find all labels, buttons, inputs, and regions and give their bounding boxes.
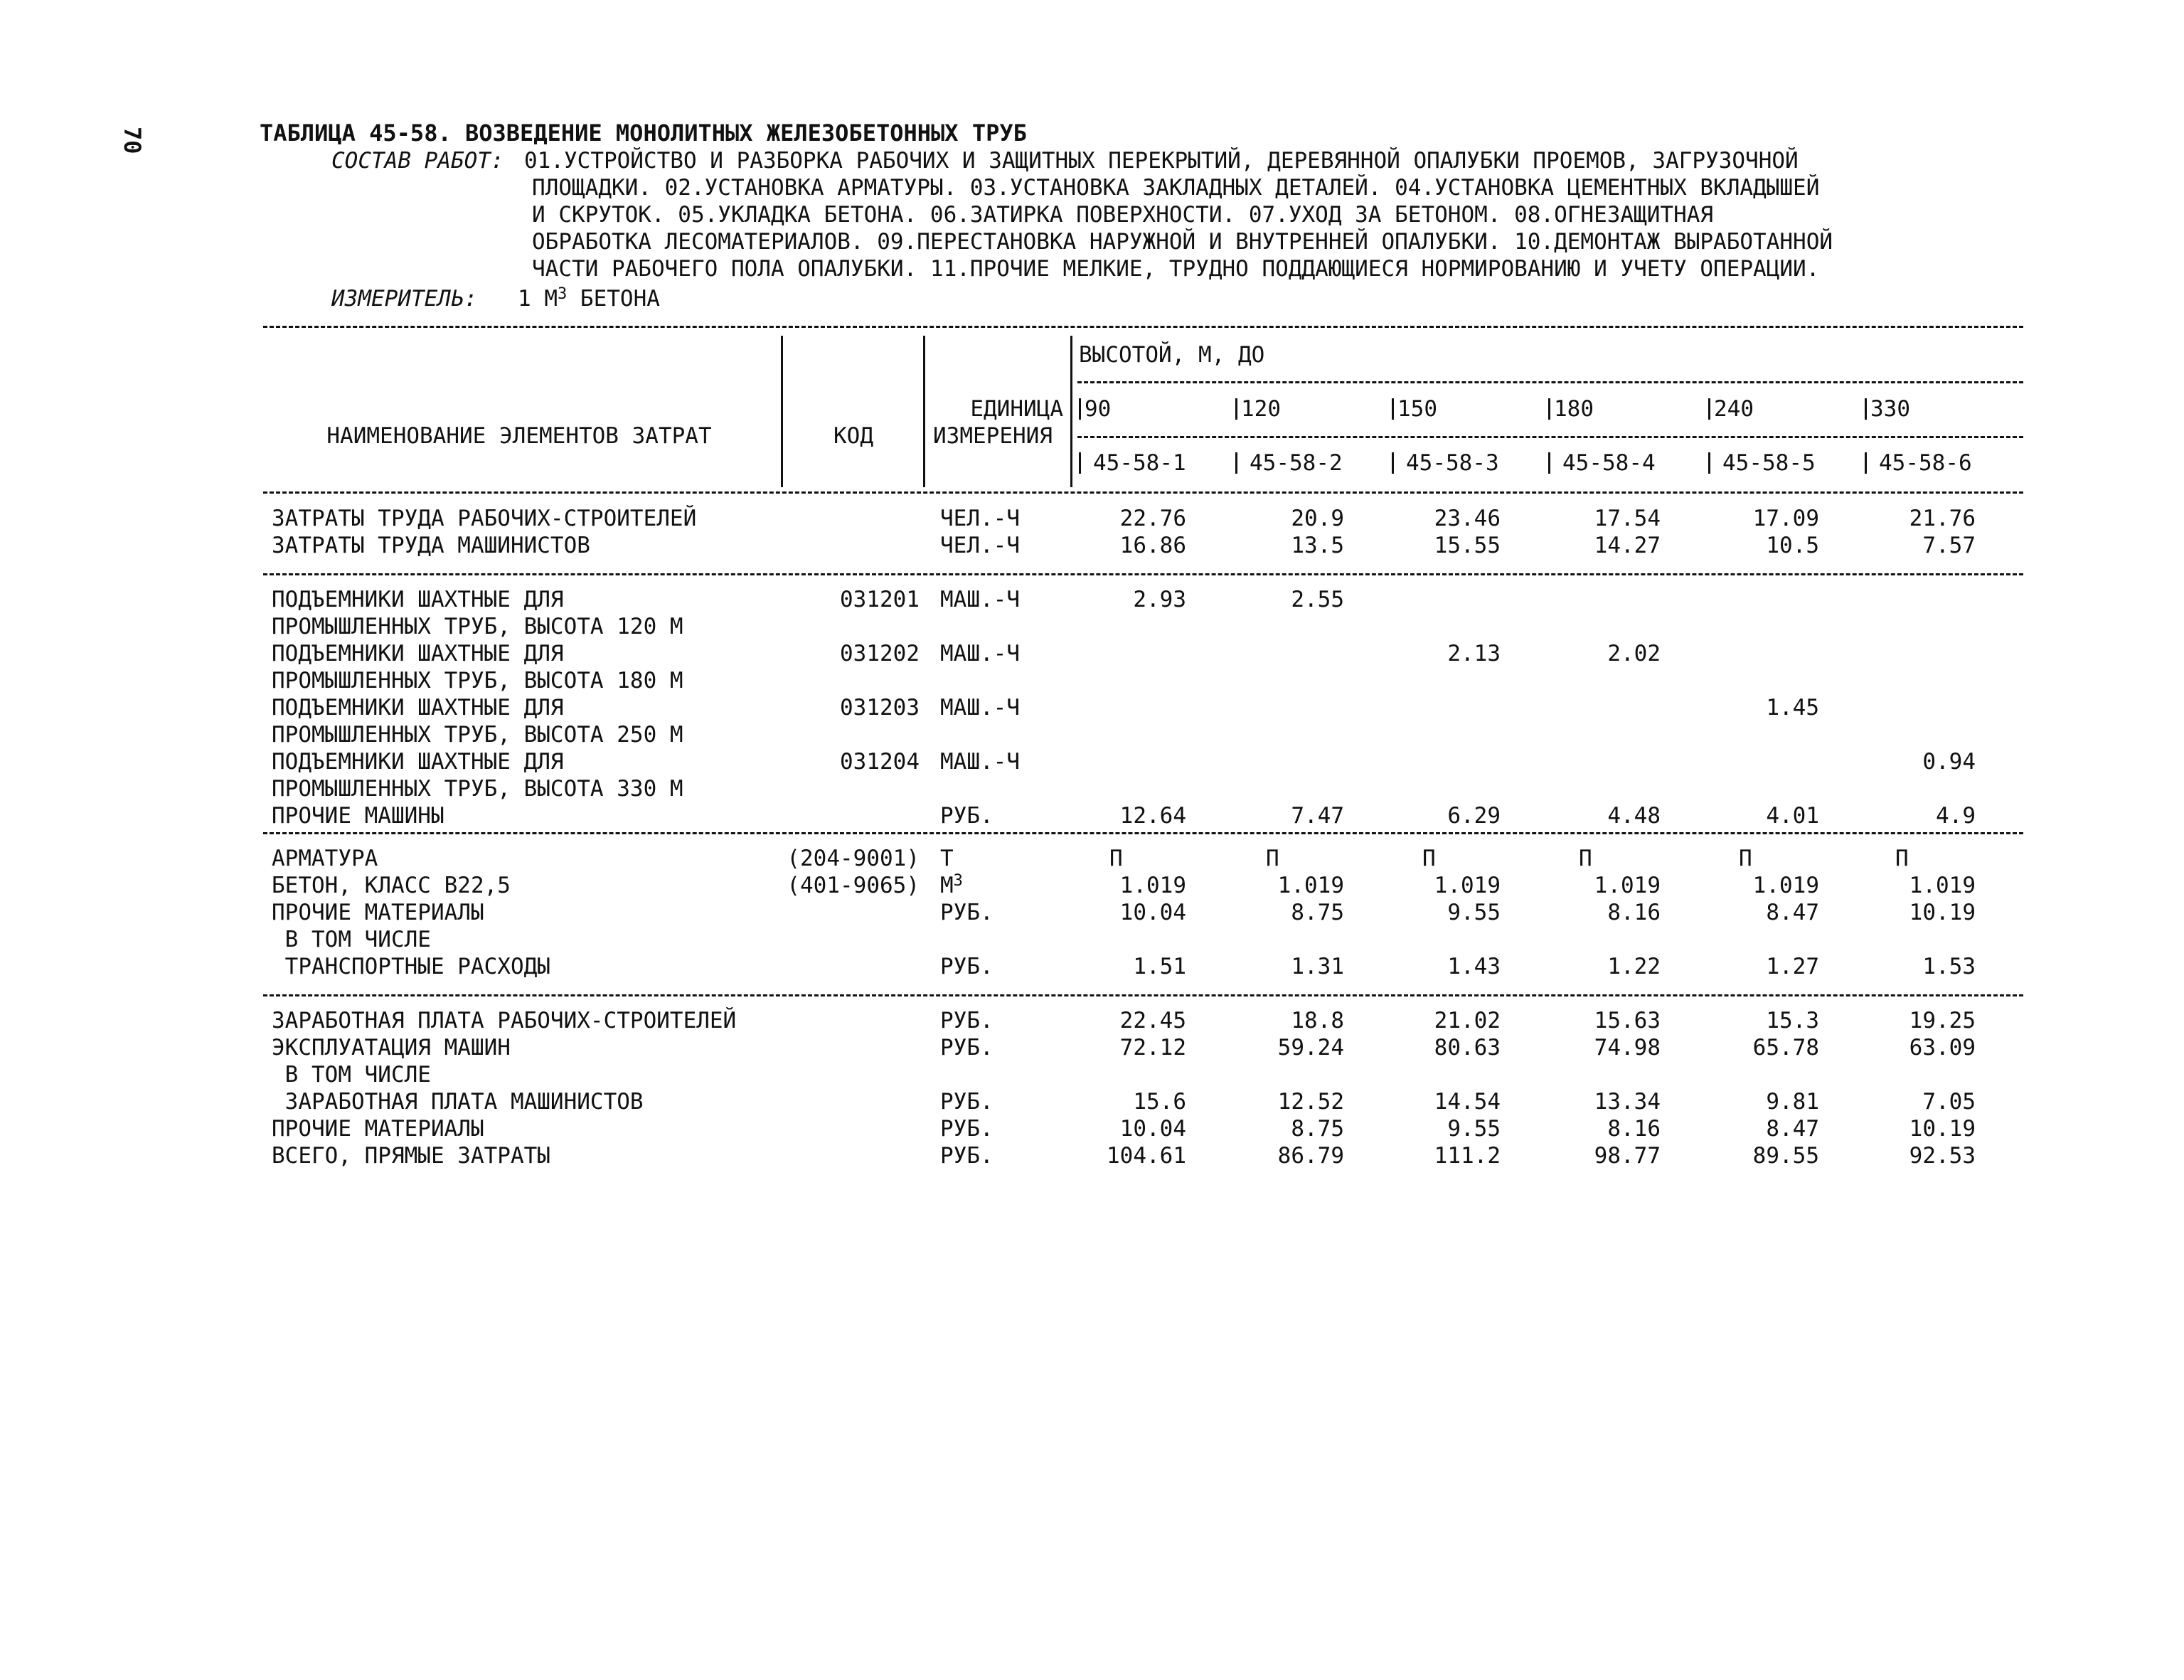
group-separator-rule [263, 832, 2023, 834]
row-name: ПРОМЫШЛЕННЫХ ТРУБ, ВЫСОТА 330 М [272, 776, 683, 802]
row-value: 7.47 [1291, 803, 1344, 829]
header-height-value: 90 [1085, 396, 1112, 422]
work-composition-line: И СКРУТОК. 05.УКЛАДКА БЕТОНА. 06.ЗАТИРКА ПОВЕРХНОСТИ. 07.УХОД ЗА БЕТОНОМ. 08.ОГНЕЗАЩИТНАЯ [532, 202, 1714, 228]
row-value: П [1109, 846, 1123, 871]
row-unit [940, 505, 1020, 532]
header-codes-rule [1077, 436, 2023, 438]
page-number: 70 [119, 127, 146, 154]
row-value: 22.45 [1119, 1008, 1186, 1033]
row-value: 15.6 [1133, 1089, 1186, 1115]
row-value: 1.019 [1119, 873, 1186, 898]
row-value: 1.43 [1447, 954, 1501, 979]
row-value: 12.64 [1119, 803, 1186, 829]
header-column-bar [1079, 398, 1081, 420]
row-name: ЗАТРАТЫ ТРУДА РАБОЧИХ-СТРОИТЕЛЕЙ [272, 506, 697, 531]
row-name: ПОДЪЕМНИКИ ШАХТНЫЕ ДЛЯ [272, 587, 564, 612]
row-value: 2.02 [1607, 641, 1661, 666]
header-height-value: 150 [1397, 396, 1437, 422]
header-height-value: 180 [1554, 396, 1594, 422]
header-column-bar [1548, 398, 1550, 420]
row-value: 63.09 [1909, 1035, 1976, 1060]
row-name: ПРОМЫШЛЕННЫХ ТРУБ, ВЫСОТА 250 М [272, 722, 683, 748]
row-value: 9.55 [1447, 900, 1501, 925]
row-unit-text: РУБ. [940, 1089, 994, 1115]
row-value: 7.05 [1922, 1089, 1976, 1115]
header-divider [923, 336, 925, 487]
header-height-value: 120 [1241, 396, 1281, 422]
header-divider [781, 336, 783, 487]
header-code-value: 45-58-2 [1250, 450, 1343, 476]
header-height-rule [1077, 381, 2023, 383]
row-value: 15.63 [1594, 1008, 1661, 1033]
measure-value: 1 $М^3$ БЕТОНА [518, 285, 660, 312]
row-name: ВСЕГО, ПРЯМЫЕ ЗАТРАТЫ [272, 1143, 550, 1169]
row-unit-text: МАШ.-Ч [940, 641, 1020, 666]
row-name: ПРОМЫШЛЕННЫХ ТРУБ, ВЫСОТА 120 М [272, 614, 683, 639]
row-value: 13.34 [1594, 1089, 1661, 1115]
row-value: 10.19 [1909, 1116, 1976, 1142]
row-value: 65.78 [1752, 1035, 1819, 1060]
header-column-bar [1235, 398, 1237, 420]
row-value: 1.31 [1291, 954, 1344, 979]
header-unit-line2: ИЗМЕРЕНИЯ [933, 423, 1053, 449]
row-name: ПРОМЫШЛЕННЫХ ТРУБ, ВЫСОТА 180 М [272, 668, 683, 693]
header-name: НАИМЕНОВАНИЕ ЭЛЕМЕНТОВ ЗАТРАТ [326, 423, 712, 449]
row-value: 19.25 [1909, 1008, 1976, 1033]
row-value: 2.55 [1291, 587, 1344, 612]
header-height-value: 330 [1870, 396, 1910, 422]
row-name: ЗАРАБОТНАЯ ПЛАТА РАБОЧИХ-СТРОИТЕЛЕЙ [272, 1008, 737, 1033]
row-value: 8.47 [1766, 900, 1819, 925]
row-value: 9.81 [1766, 1089, 1819, 1115]
row-value: 8.75 [1291, 900, 1344, 925]
row-value: 23.46 [1434, 506, 1501, 531]
header-unit-line1: ЕДИНИЦА [970, 396, 1063, 422]
row-value: 21.76 [1909, 506, 1976, 531]
row-unit [940, 1007, 994, 1034]
row-unit [940, 1115, 994, 1142]
row-code: (204-9001) [787, 846, 920, 871]
row-value: 1.22 [1607, 954, 1661, 979]
header-code-value: 45-58-3 [1406, 450, 1499, 476]
row-value: 1.45 [1766, 695, 1819, 721]
row-value: 72.12 [1119, 1035, 1186, 1060]
work-composition-line: 01.УСТРОЙСТВО И РАЗБОРКА РАБОЧИХ И ЗАЩИТНЫХ ПЕРЕКРЫТИЙ, ДЕРЕВЯННОЙ ОПАЛУБКИ ПРОЕМОВ, ЗАГРУЗОЧНОЙ [524, 148, 1799, 174]
row-unit-text: РУБ. [940, 954, 994, 979]
row-unit-text: РУБ. [940, 1008, 994, 1033]
row-value: 16.86 [1119, 533, 1186, 558]
row-name: ЗАРАБОТНАЯ ПЛАТА МАШИНИСТОВ [272, 1089, 644, 1115]
row-value: 6.29 [1447, 803, 1501, 829]
row-value: 10.19 [1909, 900, 1976, 925]
row-unit [940, 640, 1020, 667]
row-name: ТРАНСПОРТНЫЕ РАСХОДЫ [272, 954, 550, 979]
row-value: 10.04 [1119, 900, 1186, 925]
row-value: 2.13 [1447, 641, 1501, 666]
row-name: БЕТОН, КЛАСС В22,5 [272, 873, 511, 898]
row-value: 0.94 [1922, 749, 1976, 775]
header-height-value: 240 [1714, 396, 1754, 422]
header-code-value: 45-58-1 [1093, 450, 1186, 476]
row-code: 031202 [840, 641, 920, 666]
row-name: ПОДЪЕМНИКИ ШАХТНЫЕ ДЛЯ [272, 695, 564, 721]
row-unit [940, 748, 1020, 775]
header-column-bar [1708, 452, 1710, 474]
row-name: ЭКСПЛУАТАЦИЯ МАШИН [272, 1035, 511, 1060]
row-value: 20.9 [1291, 506, 1344, 531]
row-unit-text: РУБ. [940, 1143, 994, 1169]
header-code-value: 45-58-5 [1722, 450, 1816, 476]
measure-label: ИЗМЕРИТЕЛЬ: [331, 286, 478, 312]
row-value: 4.01 [1766, 803, 1819, 829]
row-value: 59.24 [1277, 1035, 1344, 1060]
row-unit [940, 1088, 994, 1115]
header-column-bar [1865, 398, 1867, 420]
row-value: 4.48 [1607, 803, 1661, 829]
row-value: 2.93 [1133, 587, 1186, 612]
row-value: 17.54 [1594, 506, 1661, 531]
row-value: 1.53 [1922, 954, 1976, 979]
row-value: 8.16 [1607, 900, 1661, 925]
row-value: 18.8 [1291, 1008, 1344, 1033]
row-unit [940, 899, 994, 926]
row-unit [940, 1142, 994, 1169]
row-value: П [1739, 846, 1752, 871]
row-unit-text: МАШ.-Ч [940, 695, 1020, 721]
row-value: 22.76 [1119, 506, 1186, 531]
row-unit-text: РУБ. [940, 1116, 994, 1142]
row-value: 111.2 [1434, 1143, 1501, 1169]
row-value: 13.5 [1291, 533, 1344, 558]
row-value: П [1266, 846, 1279, 871]
header-top-rule [263, 326, 2023, 328]
row-value: 1.019 [1594, 873, 1661, 898]
row-value: 89.55 [1752, 1143, 1819, 1169]
row-value: 4.9 [1936, 803, 1976, 829]
row-value: 14.27 [1594, 533, 1661, 558]
header-column-bar [1548, 452, 1550, 474]
row-value: 98.77 [1594, 1143, 1661, 1169]
header-column-bar [1392, 398, 1394, 420]
row-value: 104.61 [1107, 1143, 1186, 1169]
row-unit-text: Т [940, 846, 954, 871]
row-value: 1.019 [1909, 873, 1976, 898]
row-unit-text: МАШ.-Ч [940, 587, 1020, 612]
row-name: ЗАТРАТЫ ТРУДА МАШИНИСТОВ [272, 533, 590, 558]
row-name: АРМАТУРА [272, 846, 378, 871]
group-separator-rule [263, 573, 2023, 575]
row-unit-text: МАШ.-Ч [940, 749, 1020, 775]
row-value: 17.09 [1752, 506, 1819, 531]
table-title: ТАБЛИЦА 45-58. ВОЗВЕДЕНИЕ МОНОЛИТНЫХ ЖЕЛЕЗОБЕТОННЫХ ТРУБ [260, 119, 1027, 147]
row-value: П [1422, 846, 1436, 871]
row-value: 1.51 [1133, 954, 1186, 979]
header-column-bar [1865, 452, 1867, 474]
header-column-bar [1235, 452, 1237, 474]
row-value: П [1579, 846, 1592, 871]
row-unit [940, 1034, 994, 1061]
row-unit-text: РУБ. [940, 803, 994, 829]
header-height-label: ВЫСОТОЙ, М, ДО [1079, 342, 1265, 368]
row-value: 15.3 [1766, 1008, 1819, 1033]
row-unit [940, 802, 994, 829]
header-code: КОД [833, 423, 873, 449]
row-value: 10.5 [1766, 533, 1819, 558]
row-value: 74.98 [1594, 1035, 1661, 1060]
row-unit-text: РУБ. [940, 900, 994, 925]
row-name: ПРОЧИЕ МАТЕРИАЛЫ [272, 900, 484, 925]
row-unit [940, 532, 1020, 559]
row-unit [940, 845, 954, 872]
row-value: 92.53 [1909, 1143, 1976, 1169]
row-value: 1.27 [1766, 954, 1819, 979]
row-value: 7.57 [1922, 533, 1976, 558]
row-value: 8.75 [1291, 1116, 1344, 1142]
header-column-bar [1079, 452, 1081, 474]
header-column-bar [1392, 452, 1394, 474]
row-name: ПРОЧИЕ МАШИНЫ [272, 803, 444, 829]
work-composition-line: ПЛОЩАДКИ. 02.УСТАНОВКА АРМАТУРЫ. 03.УСТАНОВКА ЗАКЛАДНЫХ ДЕТАЛЕЙ. 04.УСТАНОВКА ЦЕМЕНТНЫХ ВКЛАДЫШЕЙ [532, 175, 1820, 201]
row-code: 031204 [840, 749, 920, 775]
row-value: 8.47 [1766, 1116, 1819, 1142]
header-column-bar [1708, 398, 1710, 420]
row-unit [940, 694, 1020, 721]
row-name: ПРОЧИЕ МАТЕРИАЛЫ [272, 1116, 484, 1142]
row-unit-text: ЧЕЛ.-Ч [940, 506, 1020, 531]
row-value: 12.52 [1277, 1089, 1344, 1115]
row-value: П [1895, 846, 1909, 871]
row-unit [940, 872, 963, 899]
row-value: 15.55 [1434, 533, 1501, 558]
work-composition-label: СОСТАВ РАБОТ: [331, 148, 504, 174]
row-value: 10.04 [1119, 1116, 1186, 1142]
group-separator-rule [263, 994, 2023, 996]
row-unit-text: ЧЕЛ.-Ч [940, 533, 1020, 558]
row-value: 1.019 [1752, 873, 1819, 898]
row-value: 86.79 [1277, 1143, 1344, 1169]
row-name: ПОДЪЕМНИКИ ШАХТНЫЕ ДЛЯ [272, 749, 564, 775]
row-value: 14.54 [1434, 1089, 1501, 1115]
row-code: 031203 [840, 695, 920, 721]
row-value: 1.019 [1277, 873, 1344, 898]
row-unit [940, 953, 994, 980]
header-code-value: 45-58-6 [1879, 450, 1972, 476]
row-code: (401-9065) [787, 873, 920, 898]
row-unit [940, 586, 1020, 613]
header-divider [1070, 336, 1072, 487]
row-value: 21.02 [1434, 1008, 1501, 1033]
work-composition-line: ОБРАБОТКА ЛЕСОМАТЕРИАЛОВ. 09.ПЕРЕСТАНОВКА НАРУЖНОЙ И ВНУТРЕННЕЙ ОПАЛУБКИ. 10.ДЕМОНТАЖ ВЫРАБОТАННОЙ [532, 229, 1833, 255]
row-value: 80.63 [1434, 1035, 1501, 1060]
work-composition-line: ЧАСТИ РАБОЧЕГО ПОЛА ОПАЛУБКИ. 11.ПРОЧИЕ МЕЛКИЕ, ТРУДНО ПОДДАЮЩИЕСЯ НОРМИРОВАНИЮ И УЧЕТУ ОПЕРАЦИИ. [532, 256, 1820, 282]
row-unit-text: РУБ. [940, 1035, 994, 1060]
row-value: 9.55 [1447, 1116, 1501, 1142]
row-name: ПОДЪЕМНИКИ ШАХТНЫЕ ДЛЯ [272, 641, 564, 666]
row-unit-superscript: 3 [953, 872, 963, 890]
header-bottom-rule [263, 491, 2023, 494]
row-name: В ТОМ ЧИСЛЕ [272, 927, 431, 952]
row-value: 1.019 [1434, 873, 1501, 898]
header-code-value: 45-58-4 [1562, 450, 1656, 476]
row-value: 8.16 [1607, 1116, 1661, 1142]
row-code: 031201 [840, 587, 920, 612]
row-unit-text: М [940, 873, 954, 898]
row-name: В ТОМ ЧИСЛЕ [272, 1062, 431, 1088]
